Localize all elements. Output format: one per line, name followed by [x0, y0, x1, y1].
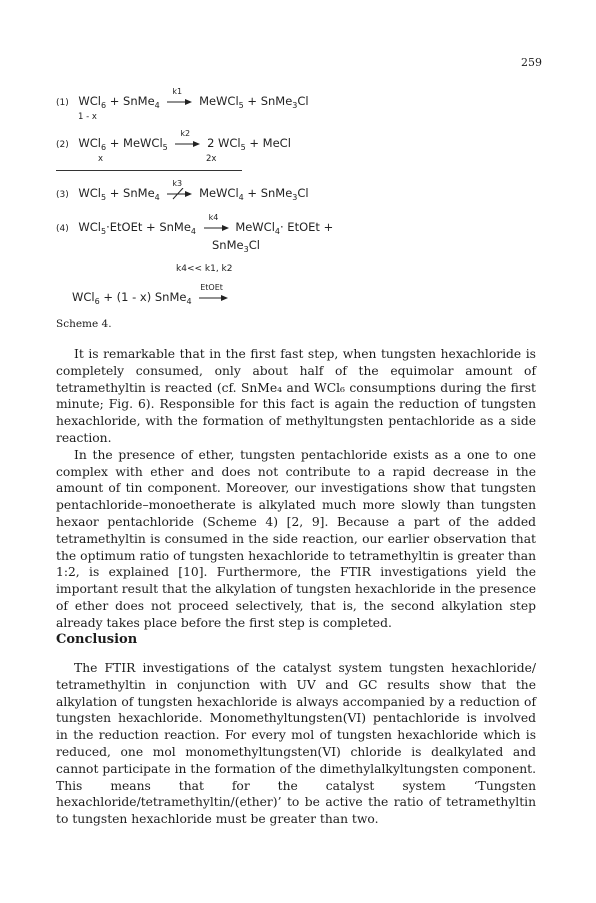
- arrow-icon: [203, 222, 229, 234]
- species: + (1 - x) SnMe: [99, 290, 187, 304]
- subscript: 3: [243, 245, 249, 254]
- species: MeWCl: [199, 186, 239, 200]
- stoichiometry-label: 2x: [206, 154, 217, 164]
- species: + SnMe: [106, 186, 155, 200]
- stoichiometry-label: x: [98, 154, 104, 164]
- arrow-icon: [198, 292, 228, 304]
- species: Cl: [248, 238, 260, 252]
- subscript: 3: [292, 101, 298, 110]
- subscript: 6: [101, 101, 107, 110]
- species: Cl: [297, 186, 309, 200]
- reaction-number: (3): [56, 190, 69, 200]
- subscript: 3: [292, 193, 298, 202]
- species: · EtOEt +: [280, 220, 334, 234]
- arrow-icon: [174, 138, 200, 150]
- reaction-arrow-blocked: [166, 178, 192, 200]
- paragraph: The FTIR investigations of the catalyst system tungsten hexachloride/ tetramethyltin in conjunction with UV and GC results show that the alkylation of tungsten hexachloride is always accompanied by a reduction of tungsten hexachloride. Monomethyltungsten(VI) pentachloride is involved in the reduction reaction. For every mol of tungsten hexachloride which is reduced, one mol monomethyltungsten(VI) chloride is dealkylated and cannot participate in the formation of the dimethylalkyltungsten component. This means that for the catalyst system ‘Tungsten hexachloride/tetramethyltin/(ether)’ to be active the ratio of tetramethyltin to tungsten hexachloride must be greater than two.: [56, 661, 536, 827]
- species: Cl: [297, 94, 309, 108]
- body-text: [56, 346, 536, 632]
- paragraph: In the presence of ether, tungsten pentachloride exists as a one to one complex with ether and does not contribute to a rapid decrease in the amount of tin component. Moreover, our investigations show that tungsten pentachloride–monoetherate is alkylated much more slowly than tungsten hexaor pentachloride (Scheme 4) [2, 9]. Because a part of the added tetramethyltin is consumed in the side reaction, our earlier observation that the optimum ratio of tungsten hexachloride to tetramethyltin is greater than 1:2, is explained [10]. Furthermore, the FTIR investigations yield the important result that the alkylation of tungsten hexachloride in the presence of ether does not proceed selectively, that is, the second alkylation step already takes place before the first step is completed.: [56, 447, 536, 630]
- arrow-icon: [166, 96, 192, 108]
- species: + MeWCl: [106, 136, 163, 150]
- reaction-arrow: [166, 86, 192, 108]
- rate-constant: k1: [172, 86, 183, 96]
- subscript: 5: [240, 143, 246, 152]
- species: MeWCl: [235, 220, 275, 234]
- subscript: 6: [101, 143, 107, 152]
- species: + MeCl: [245, 136, 291, 150]
- species: WCl: [78, 220, 102, 234]
- subscript: 4: [274, 227, 280, 236]
- species: + SnMe: [106, 94, 155, 108]
- rate-constant: k3: [172, 178, 183, 188]
- reaction-4: [56, 212, 334, 236]
- conclusion-text: [56, 660, 536, 828]
- subscript: 4: [154, 101, 160, 110]
- reaction-3: [56, 178, 309, 202]
- species: + SnMe: [243, 94, 293, 108]
- reaction-number: (2): [56, 140, 69, 150]
- reaction-2: [56, 128, 291, 152]
- reaction-number: (1): [56, 98, 69, 108]
- reaction-4-continued: [212, 238, 260, 254]
- reaction-arrow: [198, 282, 228, 304]
- reaction-number: (4): [56, 224, 69, 234]
- subscript: 5: [238, 101, 244, 110]
- stoichiometry-label: 1 - x: [78, 112, 97, 122]
- species: SnMe: [212, 238, 244, 252]
- arrow-condition: EtOEt: [200, 282, 223, 292]
- species: WCl: [72, 290, 95, 304]
- rate-constant: k2: [180, 128, 191, 138]
- subscript: 5: [101, 227, 107, 236]
- crossed-arrow-icon: [166, 188, 192, 200]
- subscript: 5: [162, 143, 168, 152]
- species: + SnMe: [243, 186, 293, 200]
- species: WCl: [78, 94, 102, 108]
- overall-reaction: [72, 282, 231, 306]
- reaction-arrow: [174, 128, 200, 150]
- species: 2 WCl: [207, 136, 241, 150]
- rate-relation: k4<< k1, k2: [176, 264, 233, 274]
- subscript: 4: [154, 193, 160, 202]
- rate-constant: k4: [208, 212, 219, 222]
- species: WCl: [78, 186, 102, 200]
- scheme-caption: Scheme 4.: [56, 318, 112, 330]
- subscript: 4: [186, 297, 192, 306]
- divider: [56, 170, 242, 171]
- page-number: 259: [521, 56, 542, 69]
- species: WCl: [78, 136, 102, 150]
- section-heading: Conclusion: [56, 632, 138, 647]
- subscript: 4: [238, 193, 244, 202]
- reaction-1: [56, 86, 309, 110]
- subscript: 5: [101, 193, 107, 202]
- subscript: 6: [94, 297, 100, 306]
- subscript: 4: [190, 227, 196, 236]
- paragraph: It is remarkable that in the first fast step, when tungsten hexachloride is completely consumed, only about half of the equimolar amount of tetramethyltin is reacted (cf. SnMe₄ and WCl₆ consumptions during the first minute; Fig. 6). Responsible for this fact is again the reduction of tungsten hexachloride, with the formation of methyltungsten pentachloride as a side reaction.: [56, 347, 536, 445]
- reaction-arrow: [203, 212, 229, 234]
- species: ·EtOEt + SnMe: [106, 220, 191, 234]
- species: MeWCl: [199, 94, 239, 108]
- reaction-scheme: [56, 78, 556, 338]
